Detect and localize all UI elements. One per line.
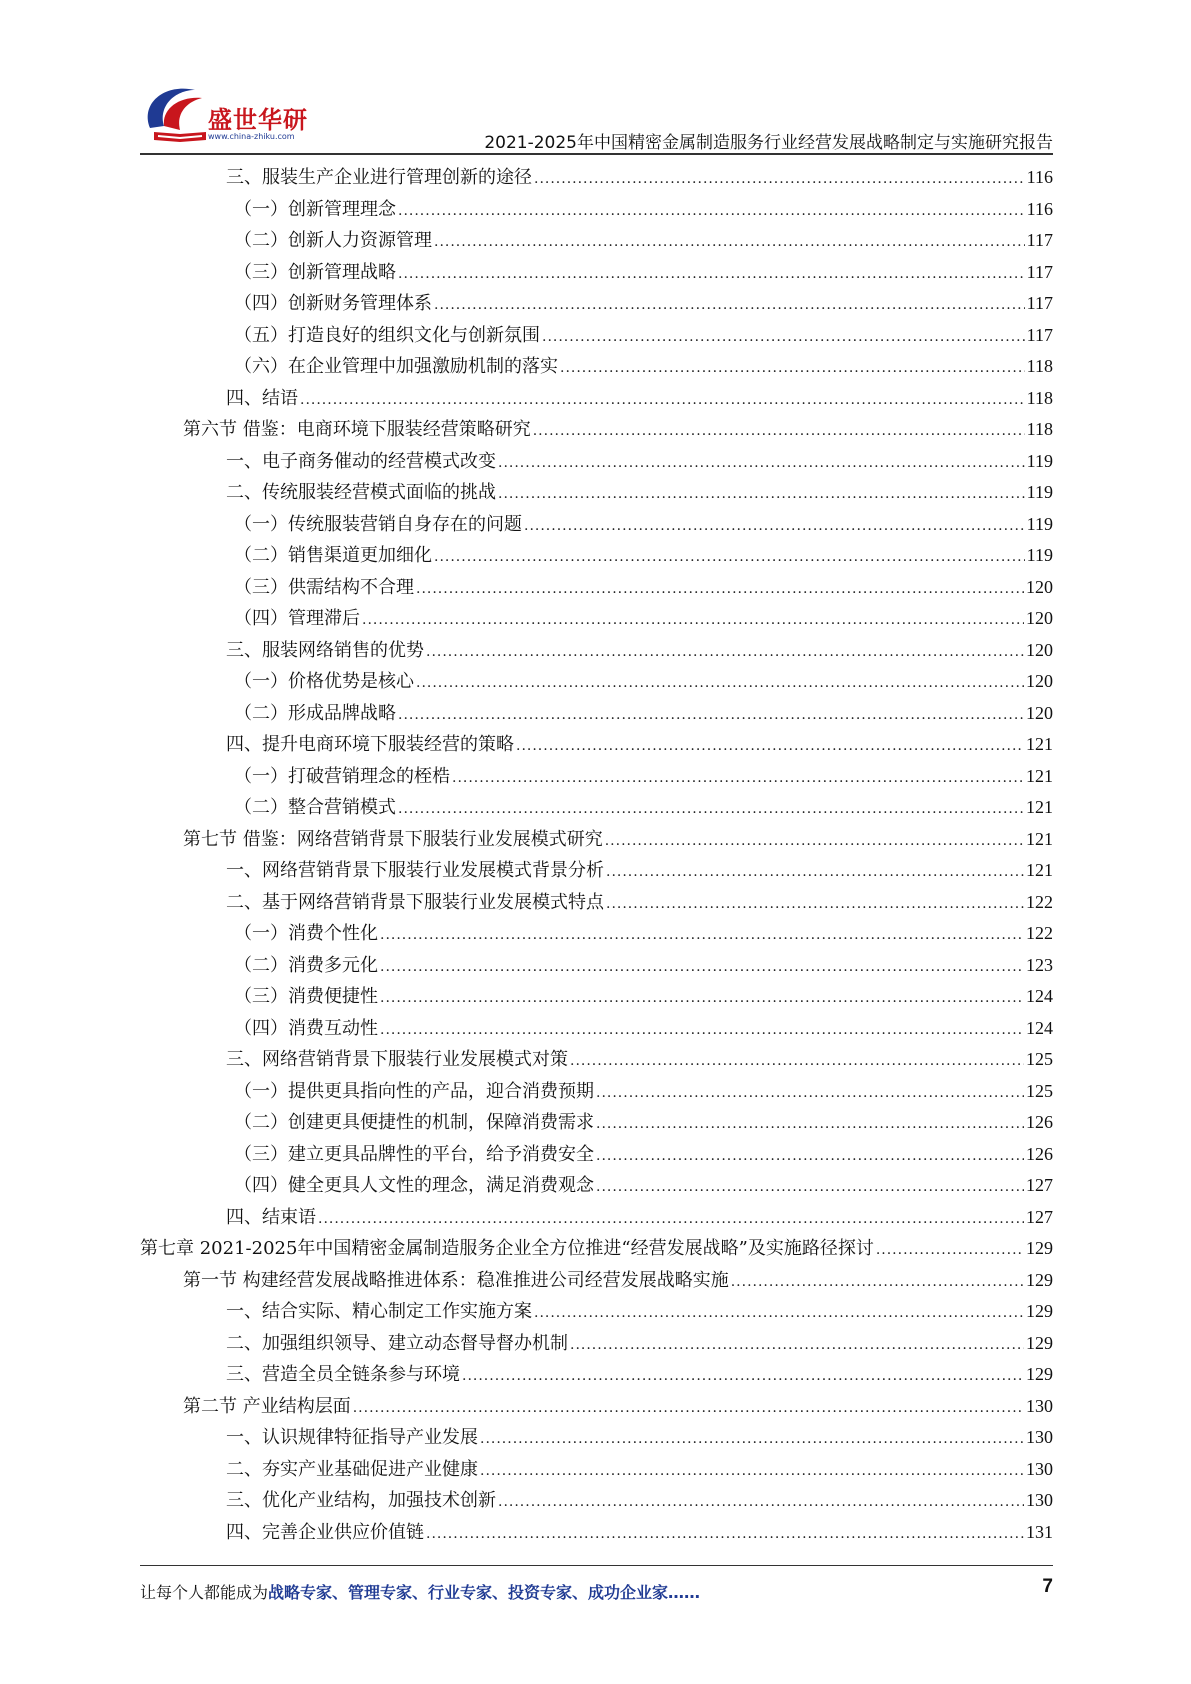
- toc-entry[interactable]: [140, 635, 1053, 667]
- toc-entry-page: 121: [1026, 797, 1053, 817]
- toc-entry[interactable]: [140, 1422, 1053, 1454]
- toc-dot-leader: [398, 194, 1025, 228]
- toc-entry-title: 第二节 产业结构层面: [183, 1395, 351, 1417]
- toc-entry-page: 117: [1026, 324, 1053, 345]
- toc-entry-page: 120: [1026, 671, 1053, 691]
- toc-entry-title: 第七节 借鉴：网络营销背景下服装行业发展模式研究: [183, 828, 603, 850]
- toc-entry-title: （四）管理滞后: [234, 608, 360, 629]
- toc-entry-page: 116: [1026, 198, 1053, 219]
- toc-entry-title: 三、优化产业结构，加强技术创新: [226, 1490, 496, 1511]
- toc-entry-title: （二）整合营销模式: [234, 797, 396, 818]
- toc-entry[interactable]: [140, 1265, 1053, 1297]
- toc-entry-title: 二、传统服装经营模式面临的挑战: [226, 482, 496, 503]
- toc-entry-page: 127: [1026, 1206, 1053, 1227]
- toc-dot-leader: [452, 761, 1024, 795]
- toc-entry-page: 119: [1026, 482, 1053, 502]
- toc-entry[interactable]: [140, 981, 1053, 1013]
- toc-dot-leader: [434, 288, 1025, 322]
- toc-entry[interactable]: [140, 918, 1053, 950]
- toc-entry[interactable]: [140, 320, 1053, 352]
- toc-dot-leader: [498, 477, 1025, 511]
- toc-entry-page: 121: [1026, 765, 1053, 786]
- toc-dot-leader: [398, 257, 1025, 291]
- toc-entry-title: （一）价格优势是核心: [234, 671, 414, 692]
- toc-entry[interactable]: [140, 1296, 1053, 1328]
- toc-entry[interactable]: [140, 1391, 1053, 1423]
- toc-dot-leader: [362, 603, 1024, 637]
- toc-entry[interactable]: [140, 1328, 1053, 1360]
- toc-entry[interactable]: [140, 351, 1053, 383]
- toc-entry-title: 三、网络营销背景下服装行业发展模式对策: [226, 1049, 568, 1070]
- toc-entry-page: 122: [1026, 891, 1053, 912]
- toc-entry-page: 126: [1026, 1143, 1053, 1164]
- toc-dot-leader: [533, 414, 1025, 448]
- toc-entry-page: 120: [1026, 702, 1053, 723]
- footer-slogan-lead: 让每个人都能成为: [140, 1583, 269, 1602]
- toc-entry-title: （四）健全更具人文性的理念，满足消费观念: [234, 1175, 594, 1196]
- toc-entry-page: 120: [1026, 576, 1053, 597]
- toc-entry-title: （六）在企业管理中加强激励机制的落实: [234, 356, 558, 377]
- toc-entry-page: 119: [1026, 513, 1053, 534]
- toc-entry-page: 130: [1026, 1458, 1053, 1479]
- toc-dot-leader: [416, 572, 1024, 606]
- toc-dot-leader: [426, 1517, 1024, 1551]
- toc-entry-page: 130: [1026, 1427, 1053, 1447]
- toc-entry-title: 第一节 构建经营发展战略推进体系：稳准推进公司经营发展战略实施: [183, 1269, 729, 1291]
- toc-entry-title: 四、结束语: [226, 1206, 316, 1228]
- toc-entry-page: 117: [1026, 261, 1053, 282]
- toc-entry[interactable]: [140, 414, 1053, 446]
- toc-entry-title: （二）消费多元化: [234, 954, 378, 976]
- toc-entry-title: 四、提升电商环境下服装经营的策略: [226, 734, 514, 755]
- toc-entry-title: 一、认识规律特征指导产业发展: [226, 1427, 478, 1448]
- toc-entry-title: 一、网络营销背景下服装行业发展模式背景分析: [226, 860, 604, 881]
- toc-entry[interactable]: [140, 288, 1053, 320]
- page-number: 7: [1042, 1576, 1053, 1597]
- table-of-contents: [140, 162, 1053, 1548]
- toc-dot-leader: [516, 729, 1024, 763]
- toc-dot-leader: [596, 1076, 1024, 1110]
- toc-dot-leader: [596, 1107, 1024, 1141]
- toc-entry-page: 123: [1026, 954, 1053, 975]
- toc-entry-title: （三）消费便捷性: [234, 986, 378, 1007]
- toc-entry-page: 121: [1026, 860, 1053, 880]
- toc-entry-title: （二）创建更具便捷性的机制，保障消费需求: [234, 1112, 594, 1133]
- toc-entry[interactable]: [140, 603, 1053, 635]
- toc-dot-leader: [434, 225, 1025, 259]
- footer-slogan-highlight: 战略专家、管理专家、行业专家、投资专家、成功企业家……: [268, 1583, 701, 1602]
- toc-dot-leader: [380, 950, 1024, 984]
- toc-entry-title: 一、电子商务催动的经营模式改变: [226, 450, 496, 472]
- toc-entry[interactable]: [140, 887, 1053, 919]
- toc-entry[interactable]: [140, 824, 1053, 856]
- report-title: 2021-2025年中国精密金属制造服务行业经营发展战略制定与实施研究报告: [484, 133, 1053, 153]
- toc-dot-leader: [570, 1044, 1024, 1078]
- toc-entry-title: 三、服装生产企业进行管理创新的途径: [226, 167, 532, 188]
- toc-entry[interactable]: [140, 666, 1053, 698]
- toc-entry[interactable]: [140, 698, 1053, 730]
- toc-dot-leader: [731, 1265, 1024, 1299]
- toc-entry[interactable]: [140, 1359, 1053, 1391]
- toc-entry[interactable]: [140, 1454, 1053, 1486]
- toc-entry-page: 126: [1026, 1112, 1053, 1132]
- toc-dot-leader: [480, 1454, 1024, 1488]
- toc-entry-page: 122: [1026, 923, 1053, 943]
- toc-entry-title: （一）创新管理理念: [234, 198, 396, 220]
- toc-entry-page: 121: [1026, 734, 1053, 754]
- toc-entry-page: 120: [1026, 639, 1053, 660]
- toc-entry-page: 131: [1026, 1521, 1053, 1542]
- toc-dot-leader: [353, 1391, 1024, 1425]
- toc-dot-leader: [434, 540, 1025, 574]
- toc-entry[interactable]: [140, 761, 1053, 793]
- toc-dot-leader: [380, 918, 1024, 952]
- toc-entry-page: 117: [1026, 230, 1053, 250]
- toc-dot-leader: [570, 1328, 1024, 1362]
- logo-text: 盛世华研: [208, 106, 308, 134]
- toc-dot-leader: [300, 383, 1025, 417]
- toc-entry[interactable]: [140, 729, 1053, 761]
- toc-entry[interactable]: [140, 477, 1053, 509]
- toc-entry-page: 129: [1026, 1238, 1053, 1258]
- toc-entry[interactable]: [140, 540, 1053, 572]
- logo-url: www.china-zhiku.com: [208, 132, 295, 141]
- toc-entry-title: （一）消费个性化: [234, 923, 378, 944]
- toc-entry-page: 125: [1026, 1049, 1053, 1069]
- toc-entry[interactable]: [140, 1044, 1053, 1076]
- toc-dot-leader: [605, 824, 1024, 858]
- toc-dot-leader: [380, 981, 1024, 1015]
- toc-entry-title: （一）提供更具指向性的产品，迎合消费预期: [234, 1080, 594, 1102]
- toc-entry-title: （三）供需结构不合理: [234, 576, 414, 598]
- toc-entry-title: （一）打破营销理念的桎梏: [234, 765, 450, 787]
- toc-entry-page: 124: [1026, 1017, 1053, 1038]
- toc-dot-leader: [606, 855, 1024, 889]
- toc-entry-title: 二、夯实产业基础促进产业健康: [226, 1458, 478, 1480]
- toc-entry[interactable]: [140, 162, 1053, 194]
- toc-entry[interactable]: [140, 225, 1053, 257]
- toc-dot-leader: [876, 1233, 1024, 1267]
- toc-entry-title: （五）打造良好的组织文化与创新氛围: [234, 324, 540, 346]
- toc-dot-leader: [426, 635, 1024, 669]
- toc-entry[interactable]: [140, 572, 1053, 604]
- toc-entry-title: （二）形成品牌战略: [234, 702, 396, 724]
- toc-dot-leader: [606, 887, 1024, 921]
- toc-dot-leader: [318, 1202, 1024, 1236]
- toc-entry-title: 二、基于网络营销背景下服装行业发展模式特点: [226, 891, 604, 913]
- toc-entry-title: （二）销售渠道更加细化: [234, 545, 432, 566]
- toc-dot-leader: [416, 666, 1024, 700]
- toc-dot-leader: [462, 1359, 1024, 1393]
- toc-dot-leader: [480, 1422, 1024, 1456]
- toc-entry-page: 118: [1026, 387, 1053, 408]
- toc-entry[interactable]: [140, 1485, 1053, 1517]
- toc-dot-leader: [398, 698, 1024, 732]
- footer-divider: [140, 1565, 1053, 1566]
- toc-entry-title: 三、服装网络销售的优势: [226, 639, 424, 661]
- toc-entry[interactable]: [140, 950, 1053, 982]
- toc-entry-title: （四）消费互动性: [234, 1017, 378, 1039]
- toc-entry-title: 四、结语: [226, 387, 298, 409]
- toc-entry-page: 121: [1026, 828, 1053, 849]
- toc-dot-leader: [380, 1013, 1024, 1047]
- header-divider: [140, 153, 1053, 155]
- toc-entry-title: 第六节 借鉴：电商环境下服装经营策略研究: [183, 419, 531, 440]
- toc-entry-page: 118: [1026, 419, 1053, 439]
- toc-entry[interactable]: [140, 446, 1053, 478]
- toc-dot-leader: [524, 509, 1025, 543]
- toc-dot-leader: [398, 792, 1024, 826]
- toc-dot-leader: [542, 320, 1025, 354]
- toc-entry-title: 二、加强组织领导、建立动态督导督办机制: [226, 1332, 568, 1354]
- toc-entry-title: 三、营造全员全链条参与环境: [226, 1364, 460, 1385]
- toc-entry-page: 129: [1026, 1269, 1053, 1290]
- toc-dot-leader: [498, 446, 1025, 480]
- toc-entry[interactable]: [140, 257, 1053, 289]
- toc-entry-title: 四、完善企业供应价值链: [226, 1521, 424, 1543]
- toc-entry[interactable]: [140, 855, 1053, 887]
- toc-dot-leader: [534, 162, 1025, 196]
- toc-entry[interactable]: [140, 1076, 1053, 1108]
- toc-entry[interactable]: [140, 1517, 1053, 1549]
- toc-entry-title: （二）创新人力资源管理: [234, 230, 432, 251]
- toc-entry[interactable]: [140, 194, 1053, 226]
- toc-entry-title: 第七章 2021-2025年中国精密金属制造服务企业全方位推进“经营发展战略”及实施路径探讨: [140, 1238, 874, 1259]
- toc-entry-title: （一）传统服装营销自身存在的问题: [234, 513, 522, 535]
- toc-dot-leader: [596, 1139, 1024, 1173]
- toc-entry[interactable]: [140, 792, 1053, 824]
- toc-entry-title: 一、结合实际、精心制定工作实施方案: [226, 1301, 532, 1322]
- toc-entry-page: 130: [1026, 1395, 1053, 1416]
- toc-entry-title: （三）建立更具品牌性的平台，给予消费安全: [234, 1143, 594, 1165]
- toc-entry-page: 125: [1026, 1080, 1053, 1101]
- toc-entry-page: 130: [1026, 1490, 1053, 1510]
- toc-entry-page: 120: [1026, 608, 1053, 628]
- toc-entry[interactable]: [140, 1170, 1053, 1202]
- toc-entry[interactable]: [140, 1202, 1053, 1234]
- toc-entry[interactable]: [140, 509, 1053, 541]
- footer-slogan: [140, 1580, 700, 1603]
- toc-entry-page: 119: [1026, 450, 1053, 471]
- toc-dot-leader: [534, 1296, 1024, 1330]
- toc-entry-page: 119: [1026, 545, 1053, 565]
- toc-dot-leader: [560, 351, 1025, 385]
- toc-entry-page: 116: [1026, 167, 1053, 187]
- toc-entry-page: 129: [1026, 1332, 1053, 1353]
- toc-entry[interactable]: [140, 1139, 1053, 1171]
- toc-dot-leader: [498, 1485, 1024, 1519]
- toc-entry[interactable]: [140, 383, 1053, 415]
- toc-entry-page: 118: [1026, 356, 1053, 376]
- toc-entry-page: 129: [1026, 1364, 1053, 1384]
- toc-entry-page: 127: [1026, 1175, 1053, 1195]
- toc-entry-page: 117: [1026, 293, 1053, 313]
- toc-entry[interactable]: [140, 1107, 1053, 1139]
- toc-entry[interactable]: [140, 1013, 1053, 1045]
- toc-entry-title: （三）创新管理战略: [234, 261, 396, 283]
- page-header: [0, 0, 1191, 153]
- toc-entry-page: 124: [1026, 986, 1053, 1006]
- toc-entry[interactable]: [140, 1233, 1053, 1265]
- toc-entry-title: （四）创新财务管理体系: [234, 293, 432, 314]
- toc-entry-page: 129: [1026, 1301, 1053, 1321]
- toc-dot-leader: [596, 1170, 1024, 1204]
